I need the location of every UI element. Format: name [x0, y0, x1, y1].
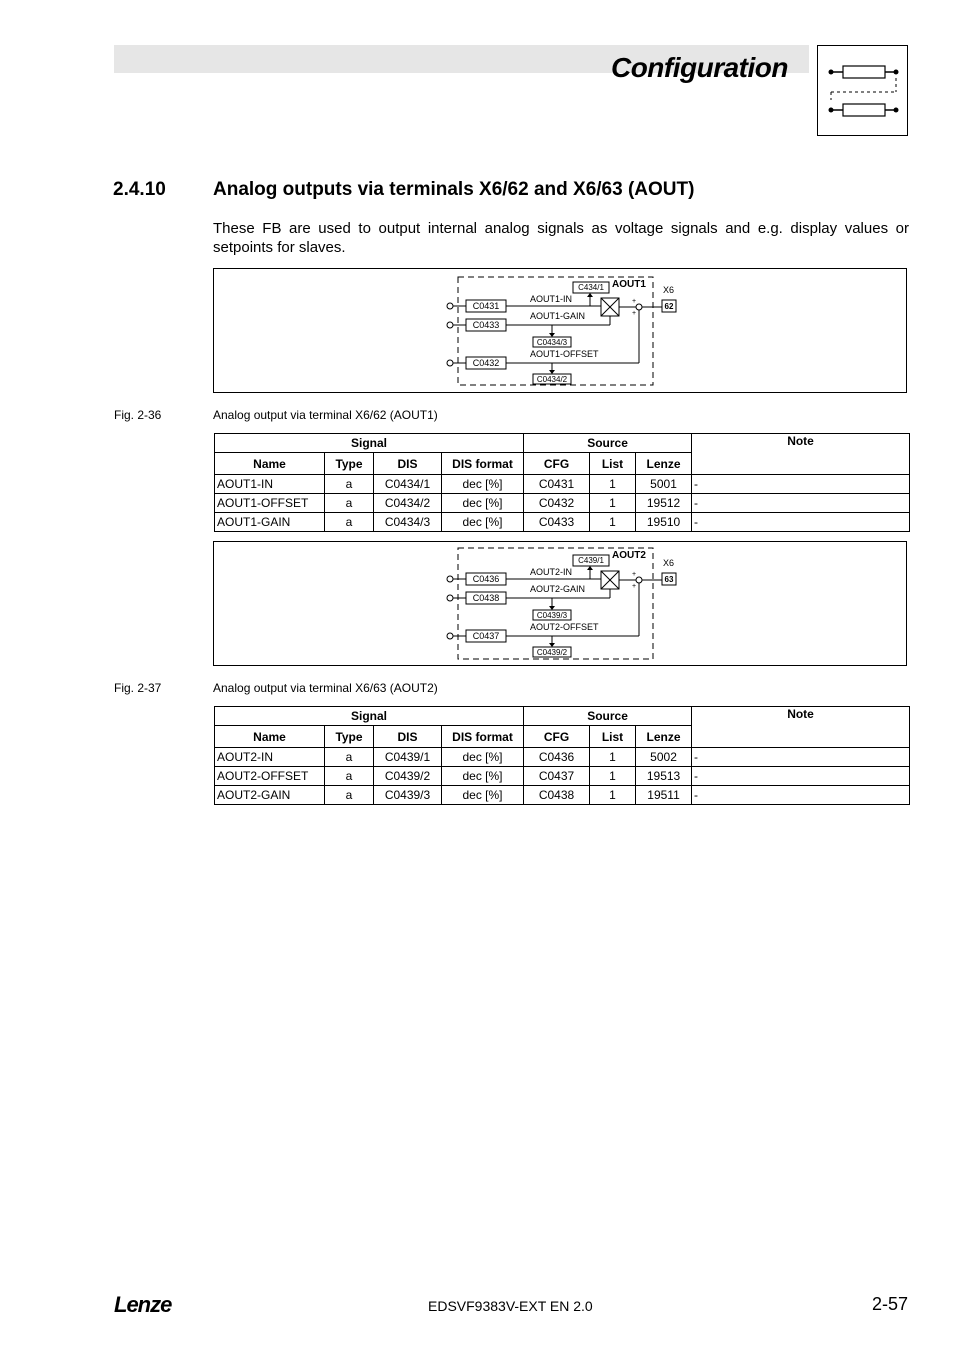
cell-list: 1: [590, 513, 636, 532]
terminal-label: X6: [663, 558, 675, 568]
signal-label: AOUT2-OFFSET: [530, 622, 599, 632]
header-source: Source: [524, 707, 692, 726]
cell-list: 1: [590, 748, 636, 767]
input-code: C0436: [472, 574, 500, 584]
header-cfg: CFG: [524, 726, 590, 748]
header-type: Type: [325, 726, 374, 748]
cell-dis: C0439/2: [374, 767, 442, 786]
block-name: AOUT2: [612, 550, 646, 561]
input-code: C0437: [472, 631, 500, 641]
cell-lenze: 19513: [636, 767, 692, 786]
header-dis-format: DIS format: [442, 453, 524, 475]
header-type: Type: [325, 453, 374, 475]
table-row: [215, 748, 910, 767]
intro-paragraph: These FB are used to output internal analog signals as voltage signals and e.g. display values or setpoints for slaves.: [213, 220, 909, 256]
cell-format: dec [%]: [442, 494, 524, 513]
terminal-number: 63: [664, 575, 674, 584]
cell-dis: C0439/3: [374, 786, 442, 805]
display-code: C0434/3: [536, 338, 568, 347]
display-code: C439/1: [578, 556, 604, 565]
cell-format: dec [%]: [442, 786, 524, 805]
header-list: List: [590, 726, 636, 748]
terminal-label: X6: [663, 285, 675, 295]
section-number: 2.4.10: [113, 179, 166, 200]
cell-note: -: [692, 748, 910, 767]
input-terminal-icon: [447, 595, 453, 601]
summing-junction-icon: [636, 304, 642, 310]
aout2-diagram: [213, 541, 907, 666]
figure-caption: Analog output via terminal X6/62 (AOUT1): [213, 408, 438, 422]
cell-format: dec [%]: [442, 513, 524, 532]
cell-dis: C0434/1: [374, 475, 442, 494]
cell-name: AOUT1-OFFSET: [215, 494, 325, 513]
header-name: Name: [215, 453, 325, 475]
cell-name: AOUT1-GAIN: [215, 513, 325, 532]
header-name: Name: [215, 726, 325, 748]
header-dis: DIS: [374, 453, 442, 475]
input-code: C0431: [472, 301, 500, 311]
cell-dis: C0434/3: [374, 513, 442, 532]
cell-note: -: [692, 786, 910, 805]
cell-note: -: [692, 767, 910, 786]
table-row: [215, 767, 910, 786]
signal-label: AOUT2-IN: [530, 567, 573, 577]
cell-cfg: C0437: [524, 767, 590, 786]
display-code: C0439/3: [536, 611, 568, 620]
figure-caption: Analog output via terminal X6/63 (AOUT2): [213, 681, 438, 695]
summing-junction-icon: [636, 577, 642, 583]
cell-dis: C0439/1: [374, 748, 442, 767]
page-number: 2-57: [871, 1294, 908, 1314]
header-lenze: Lenze: [636, 453, 692, 475]
cell-lenze: 19512: [636, 494, 692, 513]
cell-name: AOUT2-OFFSET: [215, 767, 325, 786]
header-lenze: Lenze: [636, 726, 692, 748]
page-title: Configuration: [610, 52, 788, 83]
cell-list: 1: [590, 475, 636, 494]
cell-type: a: [325, 513, 374, 532]
cell-type: a: [325, 494, 374, 513]
cell-type: a: [325, 475, 374, 494]
cell-name: AOUT2-GAIN: [215, 786, 325, 805]
block-name: AOUT1: [612, 279, 646, 290]
header-signal: Signal: [215, 707, 524, 726]
cell-list: 1: [590, 494, 636, 513]
cell-cfg: C0432: [524, 494, 590, 513]
aout1-diagram: [213, 268, 907, 393]
cell-name: AOUT1-IN: [215, 475, 325, 494]
input-terminal-icon: [447, 322, 453, 328]
cell-lenze: 5001: [636, 475, 692, 494]
cell-format: dec [%]: [442, 748, 524, 767]
header-note: Note: [692, 434, 910, 475]
input-code: C0438: [472, 593, 500, 603]
svg-text:+: +: [632, 310, 637, 317]
svg-text:+: +: [632, 583, 637, 590]
cell-cfg: C0436: [524, 748, 590, 767]
header-list: List: [590, 453, 636, 475]
cell-note: -: [692, 494, 910, 513]
cell-name: AOUT2-IN: [215, 748, 325, 767]
display-code: C0434/2: [536, 375, 568, 384]
header-source: Source: [524, 434, 692, 453]
table-row: [215, 494, 910, 513]
cell-format: dec [%]: [442, 767, 524, 786]
lenze-logo: Lenze: [114, 1292, 172, 1317]
table-row: [215, 786, 910, 805]
cell-cfg: C0433: [524, 513, 590, 532]
cell-type: a: [325, 786, 374, 805]
display-code: C0439/2: [536, 648, 568, 657]
signal-label: AOUT1-IN: [530, 294, 573, 304]
cell-note: -: [692, 513, 910, 532]
table-row: [215, 475, 910, 494]
header-cfg: CFG: [524, 453, 590, 475]
header-dis-format: DIS format: [442, 726, 524, 748]
cell-lenze: 5002: [636, 748, 692, 767]
input-terminal-icon: [447, 303, 453, 309]
cell-list: 1: [590, 767, 636, 786]
section-title: Analog outputs via terminals X6/62 and X6/63 (AOUT): [213, 179, 695, 200]
cell-type: a: [325, 748, 374, 767]
svg-text:+: +: [632, 298, 637, 305]
signal-table-aout2: [214, 706, 910, 805]
signal-table-aout1: [214, 433, 910, 532]
cell-type: a: [325, 767, 374, 786]
table-row: [215, 513, 910, 532]
cell-lenze: 19511: [636, 786, 692, 805]
configuration-icon: [817, 45, 908, 136]
signal-label: AOUT1-OFFSET: [530, 349, 599, 359]
svg-text:+: +: [632, 571, 637, 578]
cell-list: 1: [590, 786, 636, 805]
input-terminal-icon: [447, 633, 453, 639]
input-code: C0433: [472, 320, 500, 330]
document-id: EDSVF9383V-EXT EN 2.0: [428, 1298, 593, 1314]
cell-note: -: [692, 475, 910, 494]
cell-dis: C0434/2: [374, 494, 442, 513]
display-code: C434/1: [578, 283, 604, 292]
input-terminal-icon: [447, 576, 453, 582]
cell-cfg: C0438: [524, 786, 590, 805]
figure-number: Fig. 2-37: [114, 681, 162, 695]
header-dis: DIS: [374, 726, 442, 748]
signal-label: AOUT1-GAIN: [530, 311, 586, 321]
cell-lenze: 19510: [636, 513, 692, 532]
cell-cfg: C0431: [524, 475, 590, 494]
header-signal: Signal: [215, 434, 524, 453]
signal-label: AOUT2-GAIN: [530, 584, 586, 594]
figure-number: Fig. 2-36: [114, 408, 162, 422]
terminal-number: 62: [664, 302, 674, 311]
header-note: Note: [692, 707, 910, 748]
cell-format: dec [%]: [442, 475, 524, 494]
input-terminal-icon: [447, 360, 453, 366]
input-code: C0432: [472, 358, 500, 368]
